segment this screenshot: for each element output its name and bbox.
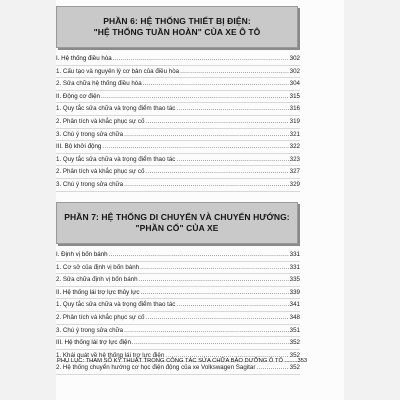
toc-entry-label: 2. Sửa chữa hệ thống điều hòa [56,80,142,88]
toc-entry-page: 316 [289,105,300,113]
toc-entry [56,179,300,192]
toc-entry-page: 341 [289,301,300,309]
toc-entry-label: 1. Khái quát về hệ thống lái trợ lực điện [56,351,165,359]
toc-entry-label: 3. Chú ý trong sửa chữa [56,130,124,138]
toc-entry-label: 3. Chú ý trong sửa chữa [56,326,124,334]
toc-entry [56,299,300,312]
toc-entry-page: 331 [289,251,300,258]
toc-entry-page: 302 [289,67,300,75]
toc-entry-page: 302 [289,55,300,62]
toc-leader-dots [176,154,288,166]
toc-entry [56,154,300,167]
toc-entry [56,91,300,104]
toc-leader-dots [102,141,288,153]
part6-title-line2: "HỆ THỐNG TUẦN HOÀN" CỦA XE Ô TÔ [93,27,261,37]
toc-entry-label: I. Hệ thống điều hòa [56,55,112,62]
toc-entry-page: 304 [289,80,300,88]
toc-entry-label: 2. Hệ thống chuyển hướng cơ học điện động của xe Volkswagen Sagitar [56,364,256,372]
toc-entry-label: II. Hệ thống lái trợ lực thủy lực [56,288,140,296]
part6-toc [56,53,300,192]
toc-entry-page: 352 [289,351,300,359]
toc-entry-label: 1. Cơ sở của định vị bốn bánh [56,263,140,271]
toc-leader-dots [124,179,289,191]
toc-entry [56,141,300,154]
toc-entry-label: 2. Phân tích và khắc phục sự cố [56,117,145,125]
toc-leader-dots [124,325,289,337]
toc-entry-page: 335 [289,276,300,284]
toc-entry-page: 351 [289,326,300,334]
part7-section [56,202,300,375]
toc-leader-dots [176,103,288,115]
toc-entry-page: 323 [289,155,300,163]
part7-title-banner [56,202,298,244]
toc-entry-label: 1. Quy tắc sửa chữa và trọng điểm thao tác [56,105,176,113]
toc-entry-page: 339 [289,288,300,296]
toc-leader-dots [109,249,289,261]
toc-leader-dots [145,312,288,324]
toc-leader-dots [113,53,289,65]
toc-leader-dots [140,262,289,274]
part7-title-line2: "PHẦN CỐ" CỦA XE [135,223,219,233]
toc-leader-dots [143,78,289,90]
toc-entry-page: 321 [289,130,300,138]
toc-entry-label: III. Hệ thống lái trợ lực điện [56,339,131,347]
toc-entry-label: 3. Chú ý trong sửa chữa [56,180,124,188]
toc-entry-label: II. Động cơ điện [56,92,100,100]
appendix-entry: PHỤ LỤC: THAM SỐ KỸ THUẬT TRONG CÔNG TÁC SỬA CHỮA BẢO DƯỠNG Ô TÔ ........353 [57,358,308,364]
toc-leader-dots [145,116,288,128]
toc-entry [56,166,300,179]
toc-entry-label: 2. Phân tích và khắc phục sự cố [56,313,145,321]
toc-entry-page: 322 [289,143,300,151]
toc-entry [56,103,300,116]
toc-entry-label: 2. Sửa chữa định vị bốn bánh [56,276,138,284]
toc-entry [56,66,300,79]
toc-entry-label: 1. Quy tắc sửa chữa và trọng điểm thao tác [56,301,176,309]
toc-entry-label: I. Định vị bốn bánh [56,251,108,258]
toc-entry-page: 331 [289,263,300,271]
toc-entry [56,337,300,350]
toc-entry [56,287,300,300]
toc-entry [56,274,300,287]
toc-leader-dots [101,91,289,103]
toc-entry-page: 348 [289,313,300,321]
toc-leader-dots [180,66,289,78]
part6-section [56,6,300,192]
toc-entry [56,249,300,262]
toc-leader-dots [176,299,288,311]
toc-entry [56,262,300,275]
toc-entry [56,325,300,338]
toc-entry-page: 352 [289,364,300,372]
part6-title-line1: PHẦN 6: HỆ THỐNG THIẾT BỊ ĐIỆN: [103,16,251,26]
toc-entry-page: 352 [289,339,300,347]
toc-entry [56,312,300,325]
toc-entry-label: III. Bộ khởi động [56,143,102,151]
part6-title-banner [56,6,298,48]
toc-leader-dots [139,274,289,286]
toc-entry-page: 315 [289,92,300,100]
toc-entry-page: 327 [289,168,300,176]
toc-entry-label: 2. Phân tích và khắc phục sự cố [56,168,145,176]
toc-leader-dots [145,166,288,178]
toc-entry [56,53,300,66]
toc-entry [56,129,300,142]
toc-entry [56,116,300,129]
toc-leader-dots [132,337,289,349]
toc-leader-dots [124,129,289,141]
toc-entry-label: 1. Quy tắc sửa chữa và trọng điểm thao tác [56,155,176,163]
toc-entry [56,78,300,91]
part7-title-line1: PHẦN 7: HỆ THỐNG DI CHUYỂN VÀ CHUYỂN HƯỚNG: [64,212,290,222]
toc-leader-dots [141,287,289,299]
toc-entry-page: 329 [289,180,300,188]
toc-entry-page: 319 [289,117,300,125]
toc-entry-label: 1. Cấu tạo và nguyên lý cơ bản của điều hòa [56,67,180,75]
